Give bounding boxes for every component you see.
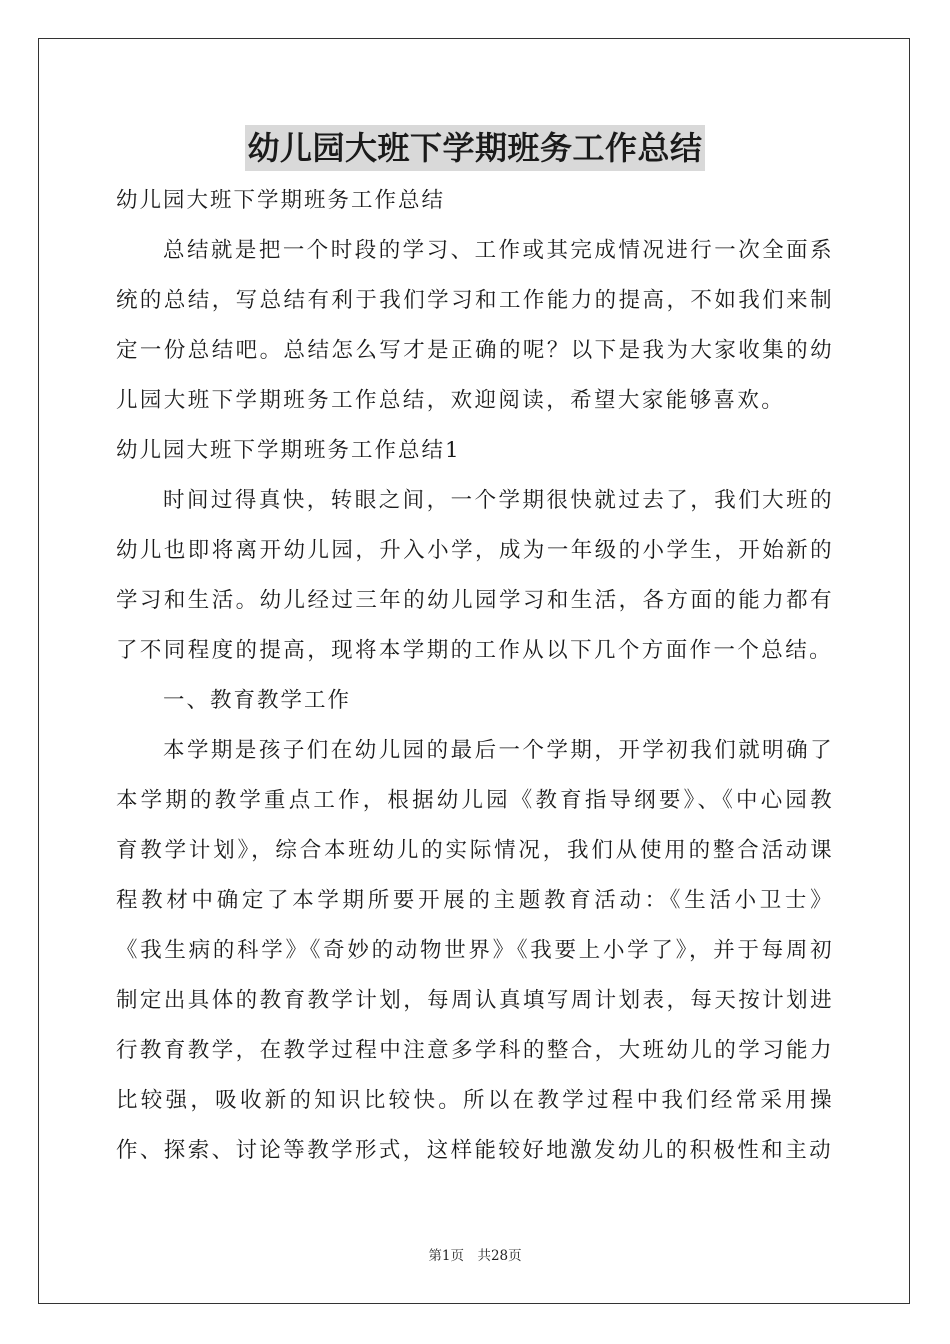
document-subtitle: 幼儿园大班下学期班务工作总结: [116, 188, 446, 213]
page-footer: 第1页 共28页: [428, 1248, 522, 1264]
section-title: 幼儿园大班下学期班务工作总结1: [116, 438, 461, 463]
heading-teaching-work: 一、教育教学工作: [163, 688, 352, 713]
document-body: [116, 120, 834, 1176]
teaching-work-paragraph: 本学期是孩子们在幼儿园的最后一个学期，开学初我们就明确了本学期的教学重点工作，根据幼儿园《教育指导纲要》、《中心园教育教学计划》，综合本班幼儿的实际情况，我们从使用的整合活动课程教材中确定了本学期所要开展的主题教育活动：《生活小卫士》《我生病的科学》《奇妙的动物世界》《我要上小学了》，并于每周初制定出具体的教育教学计划，每周认真填写周计划表，每天按计划进行教育教学，在教学过程中注意多学科的整合，大班幼儿的学习能力比较强，吸收新的知识比较快。所以在教学过程中我们经常采用操作、探索、讨论等教学形式，这样能较好地激发幼儿的积极性和主动: [116, 738, 834, 1163]
intro-paragraph: 总结就是把一个时段的学习、工作或其完成情况进行一次全面系统的总结，写总结有利于我们学习和工作能力的提高，不如我们来制定一份总结吧。总结怎么写才是正确的呢？以下是我为大家收集的幼儿园大班下学期班务工作总结，欢迎阅读，希望大家能够喜欢。: [116, 238, 834, 413]
document-title: 幼儿园大班下学期班务工作总结: [116, 120, 834, 176]
section-intro-paragraph: 时间过得真快，转眼之间，一个学期很快就过去了，我们大班的幼儿也即将离开幼儿园，升入小学，成为一年级的小学生，开始新的学习和生活。幼儿经过三年的幼儿园学习和生活，各方面的能力都有了不同程度的提高，现将本学期的工作从以下几个方面作一个总结。: [116, 488, 834, 663]
